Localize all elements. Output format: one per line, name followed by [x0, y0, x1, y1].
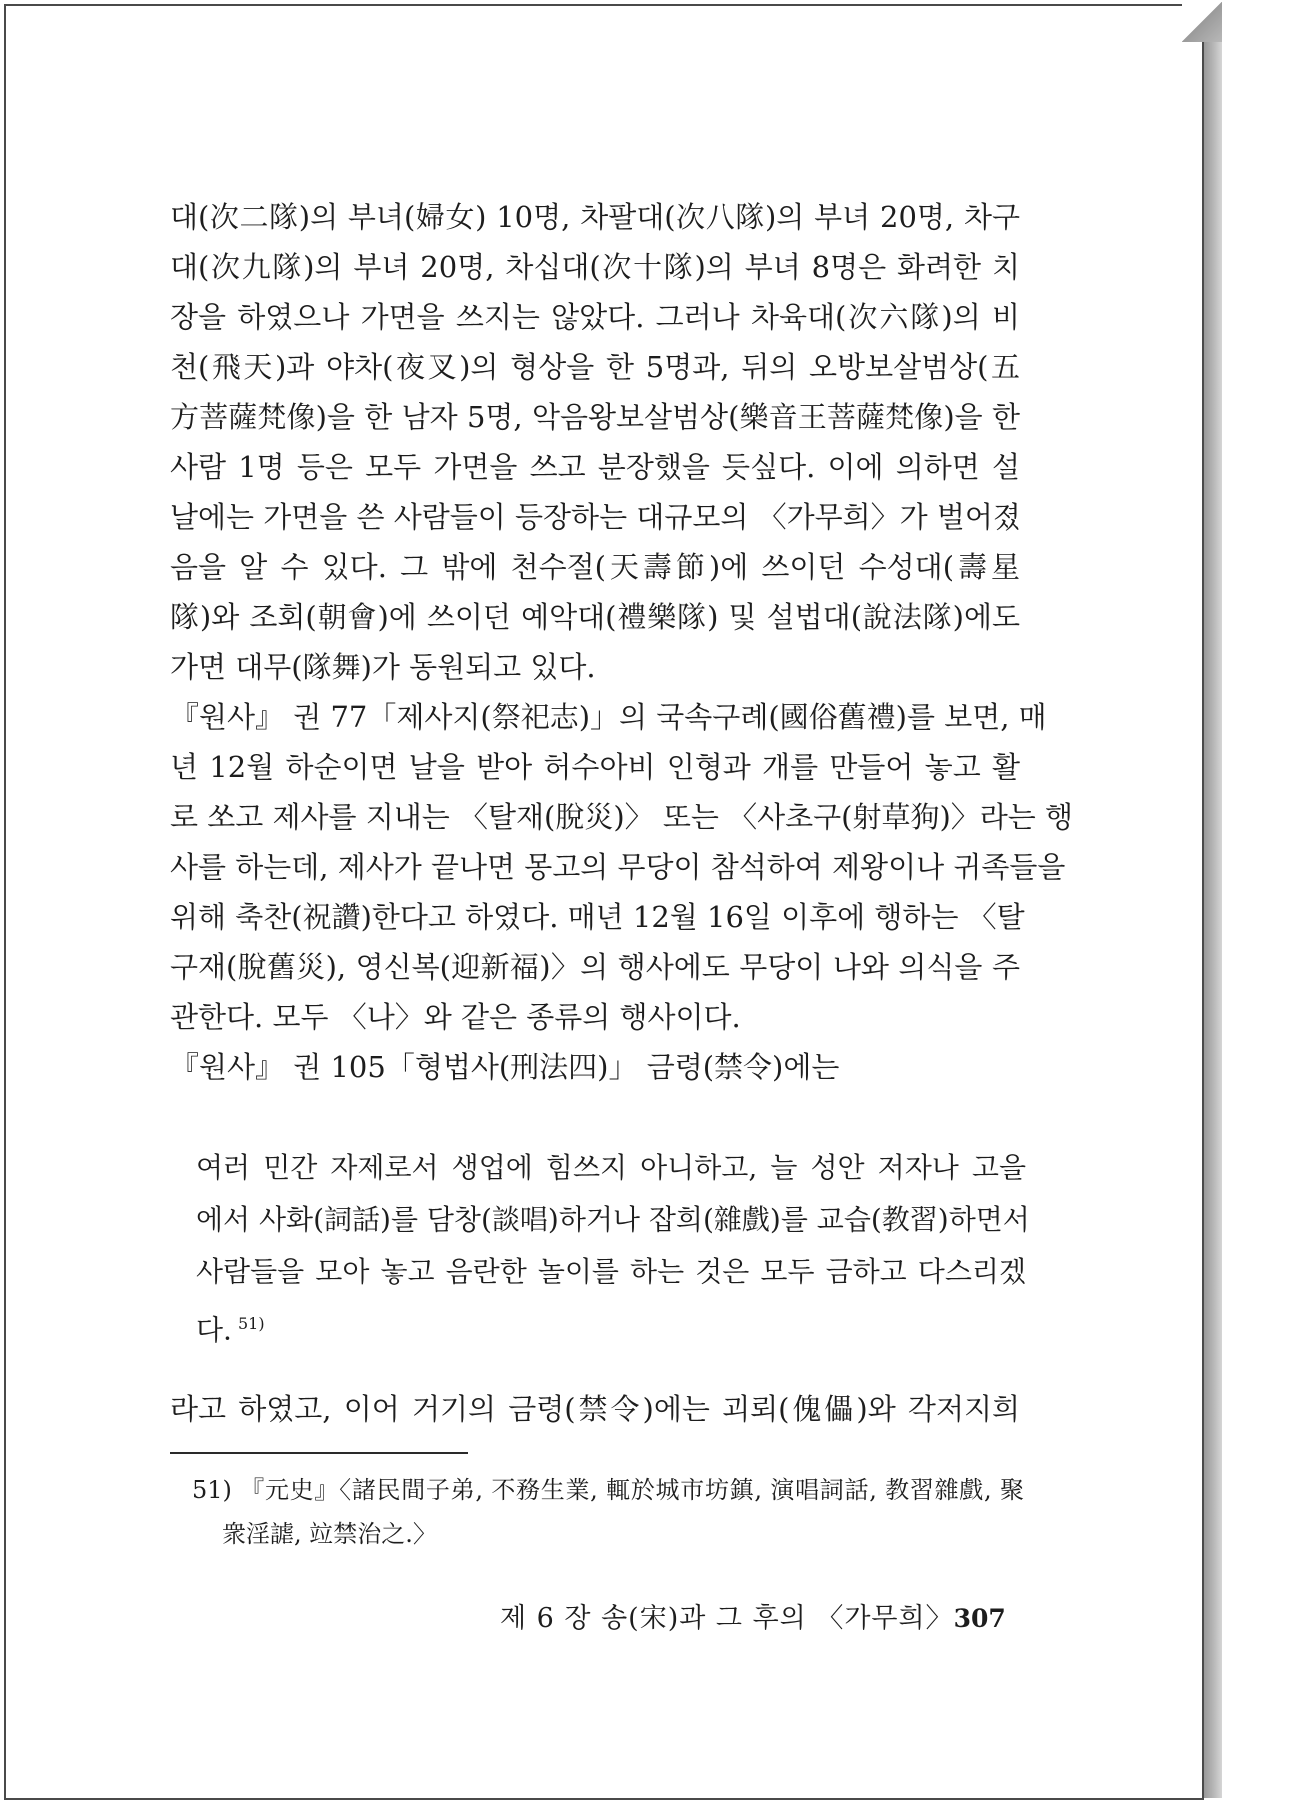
chapter-title: 제 6 장 송(宋)과 그 후의 〈가무희〉 [500, 1603, 954, 1634]
page-number: 307 [953, 1604, 1006, 1633]
body-line: 장을 하였으나 가면을 쓰지는 않았다. 그러나 차육대(次六隊)의 비 [170, 300, 1020, 334]
body-line: 날에는 가면을 쓴 사람들이 등장하는 대규모의 〈가무희〉가 벌어졌 [170, 500, 1021, 534]
body-line: 『원사』 권 105「형법사(刑法四)」 금령(禁令)에는 [170, 1050, 840, 1084]
body-line: 구재(脫舊災), 영신복(迎新福)〉의 행사에도 무당이 나와 의식을 주 [170, 950, 1020, 984]
body-line: 음을 알 수 있다. 그 밖에 천수절(天壽節)에 쓰이던 수성대(壽星 [170, 550, 1020, 584]
body-line: 가면 대무(隊舞)가 동원되고 있다. [170, 650, 596, 684]
body-line: 년 12월 하순이면 날을 받아 허수아비 인형과 개를 만들어 놓고 활 [170, 750, 1020, 784]
footnote [192, 1468, 1024, 1556]
body-line: 대(次二隊)의 부녀(婦女) 10명, 차팔대(次八隊)의 부녀 20명, 차구 [170, 200, 1020, 234]
body-line: 隊)와 조회(朝會)에 쓰이던 예악대(禮樂隊) 및 설법대(說法隊)에도 [170, 600, 1020, 634]
running-footer [500, 1596, 1006, 1642]
quote-line: 사람들을 모아 놓고 음란한 놀이를 하는 것은 모두 금하고 다스리겠 [196, 1255, 1026, 1288]
page-fold-corner [1182, 2, 1222, 42]
footnote-reference: 51) [237, 1314, 265, 1333]
quote-line: 다. [196, 1313, 232, 1347]
footnote-line: 衆淫謔, 竝禁治之.〉 [222, 1520, 437, 1548]
footnote-line: 51) 『元史』〈諸民間子弟, 不務生業, 輒於城市坊鎮, 演唱詞話, 教習雜戲, 聚 [192, 1476, 1024, 1504]
body-line: 方菩薩梵像)을 한 남자 5명, 악음왕보살범상(樂音王菩薩梵像)을 한 [170, 400, 1020, 434]
body-line: 대(次九隊)의 부녀 20명, 차십대(次十隊)의 부녀 8명은 화려한 치 [170, 250, 1020, 284]
footnote-divider [170, 1452, 468, 1454]
quote-line: 여러 민간 자제로서 생업에 힘쓰지 아니하고, 늘 성안 저자나 고을 [196, 1151, 1026, 1184]
continuation-text [170, 1384, 1020, 1434]
body-line: 관한다. 모두 〈나〉와 같은 종류의 행사이다. [170, 1000, 741, 1034]
body-line: 위해 축찬(祝讚)한다고 하였다. 매년 12월 16일 이후에 행하는 〈탈 [170, 900, 1025, 934]
body-line: 로 쏘고 제사를 지내는 〈탈재(脫災)〉 또는 〈사초구(射草狗)〉라는 행 [170, 800, 1074, 834]
body-line: 라고 하였고, 이어 거기의 금령(禁令)에는 괴뢰(傀儡)와 각저지희 [170, 1392, 1020, 1426]
block-quote [196, 1142, 1030, 1350]
quote-line-last [196, 1298, 1026, 1350]
body-line: 사람 1명 등은 모두 가면을 쓰고 분장했을 듯싶다. 이에 의하면 설 [170, 450, 1020, 484]
body-text [170, 192, 1074, 1092]
body-line: 사를 하는데, 제사가 끝나면 몽고의 무당이 참석하여 제왕이나 귀족들을 [170, 850, 1066, 884]
body-line: 『원사』 권 77「제사지(祭祀志)」의 국속구례(國俗舊禮)를 보면, 매 [170, 700, 1047, 734]
quote-line: 에서 사화(詞話)를 담창(談唱)하거나 잡희(雜戲)를 교습(教習)하면서 [196, 1203, 1030, 1236]
body-line: 천(飛天)과 야차(夜叉)의 형상을 한 5명과, 뒤의 오방보살범상(五 [170, 350, 1020, 384]
